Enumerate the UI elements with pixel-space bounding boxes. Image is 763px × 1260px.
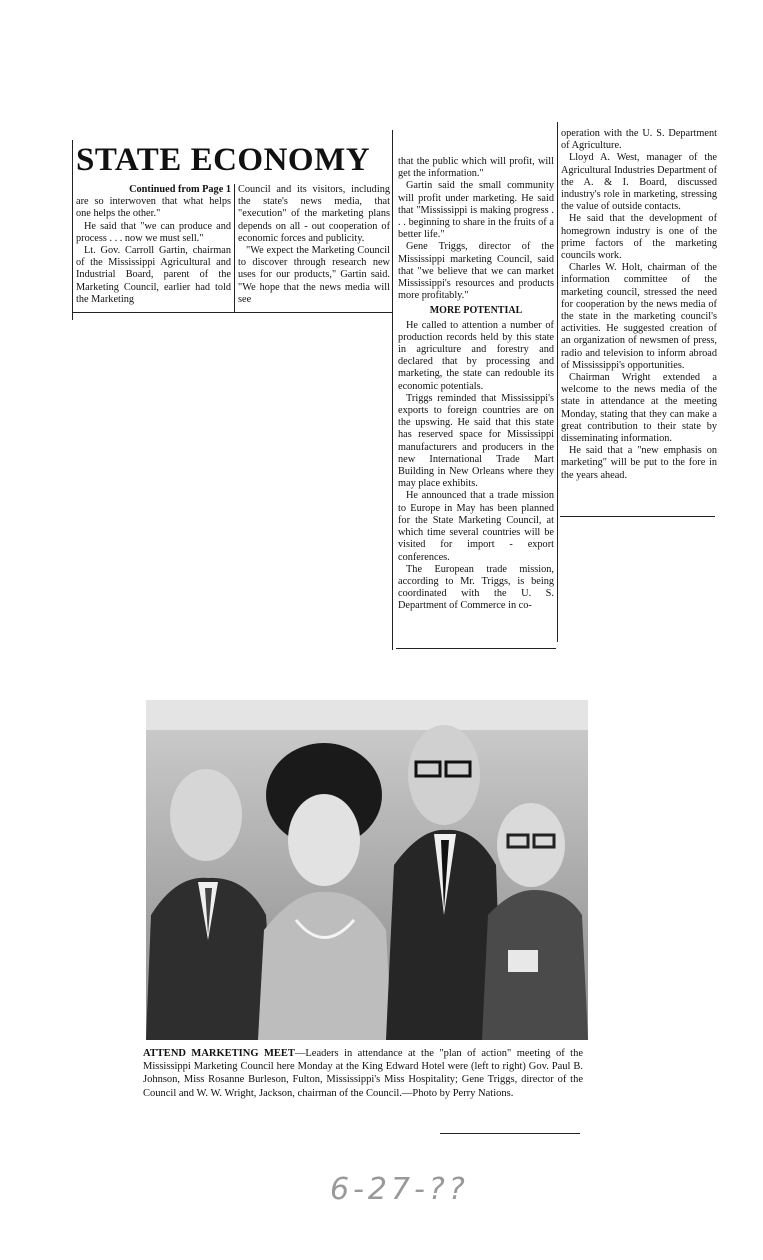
handwritten-date: 6-27-?? xyxy=(330,1172,469,1207)
paragraph: Gartin said the small community will profit under marketing. He said that "Mississippi is making progress . . . beginning to share in the fruits of a better life." xyxy=(398,180,554,241)
paragraph: Charles W. Holt, chairman of the information committee of the marketing council, stressed the need for cooperation by the news media of the state in the marketing council's activities. He suggested creation of an organization of newsmen of press, radio and television to inform abroad of Mississippi's opportunities. xyxy=(561,262,717,371)
article-column-2 xyxy=(238,184,390,306)
article-column-3 xyxy=(398,156,554,613)
paragraph: The European trade mission, according to Mr. Triggs, is being coordinated with the U. S. Department of Commerce in co- xyxy=(398,563,554,612)
paragraph: operation with the U. S. Department of Agriculture. xyxy=(561,128,717,152)
paragraph: Chairman Wright extended a welcome to the news media of the state in attendance at the meeting Monday, stating that they can make a great contribution to their state by disseminating information. xyxy=(561,372,717,445)
article-rule xyxy=(72,312,392,313)
photo-illustration xyxy=(146,700,588,1040)
column-rule xyxy=(72,140,73,320)
paragraph: Triggs reminded that Mississippi's exports to foreign countries are on the upswing. He said that this state has reserved space for Mississippi manufacturers and producers in the new International Trade Mart Building in New Orleans where they may place exhibits. xyxy=(398,392,554,490)
paragraph: Council and its visitors, including the state's news media, that "execution" of the marketing plans depends on all - out cooperation of economic forces and publicity. xyxy=(238,184,390,244)
photo-caption xyxy=(143,1047,583,1100)
person-face xyxy=(288,794,360,886)
column-rule xyxy=(234,184,235,312)
news-photo xyxy=(146,700,588,1040)
article-column-4 xyxy=(561,128,717,482)
paragraph: Lt. Gov. Carroll Gartin, chairman of the Mississippi Agricultural and Industrial Board, parent of the Marketing Council, earlier had told the Marketing xyxy=(76,245,231,305)
paragraph: He called to attention a number of production records held by this state in agriculture and forestry and declared that by processing and marketing, the state can redouble its economic potentials. xyxy=(398,319,554,392)
paragraph: Gene Triggs, director of the Mississippi marketing Council, said that "we believe that we can market Mississippi's resources and products more profitably." xyxy=(398,241,554,302)
article-rule xyxy=(560,516,715,517)
paragraph: He said that the development of homegrown industry is one of the prime factors of the marketing councils work. xyxy=(561,213,717,262)
headline: STATE ECONOMY xyxy=(76,142,371,178)
article-rule xyxy=(396,648,556,649)
paragraph: are so interwoven that what helps one helps the other." xyxy=(76,196,231,220)
paragraph: He said that "we can produce and process . . . now we must sell." xyxy=(76,220,231,244)
paragraph: Lloyd A. West, manager of the Agricultural Industries Department of the A. & I. Board, discussed industry's role in marketing, stressing the value of outside contacts. xyxy=(561,152,717,213)
column-rule xyxy=(392,130,393,650)
caption-rule xyxy=(440,1133,580,1134)
paragraph: that the public which will profit, will get the information." xyxy=(398,156,554,180)
continued-note: Continued from Page 1 xyxy=(129,184,231,195)
article-column-1 xyxy=(76,184,231,306)
caption-lead: ATTEND MARKETING MEET xyxy=(143,1048,295,1059)
subheading: MORE POTENTIAL xyxy=(429,305,523,317)
paragraph: "We expect the Marketing Council to discover through research new uses for our products," Gartin said. "We hope that the news media will see xyxy=(238,245,390,305)
paragraph: He announced that a trade mission to Europe in May has been planned for the State Marketing Council, at which time several countries will be visited for import - export conferences. xyxy=(398,490,554,563)
caption-body: —Leaders in attendance at the "plan of action" meeting of the Mississippi Marketing Council here Monday at the King Edward Hotel were (left to right) Gov. Paul B. Johnson, Miss Rosanne Burleson, Fulton, Mississippi's Miss Hospitality; Gene Triggs, director of the Council and W. W. Wright, Jackson, chairman of the Council.—Photo by Perry Nations. xyxy=(143,1048,583,1099)
person-face xyxy=(170,769,242,861)
column-rule xyxy=(557,122,558,642)
paragraph: He said that a "new emphasis on marketing" will be put to the fore in the years ahead. xyxy=(561,445,717,481)
